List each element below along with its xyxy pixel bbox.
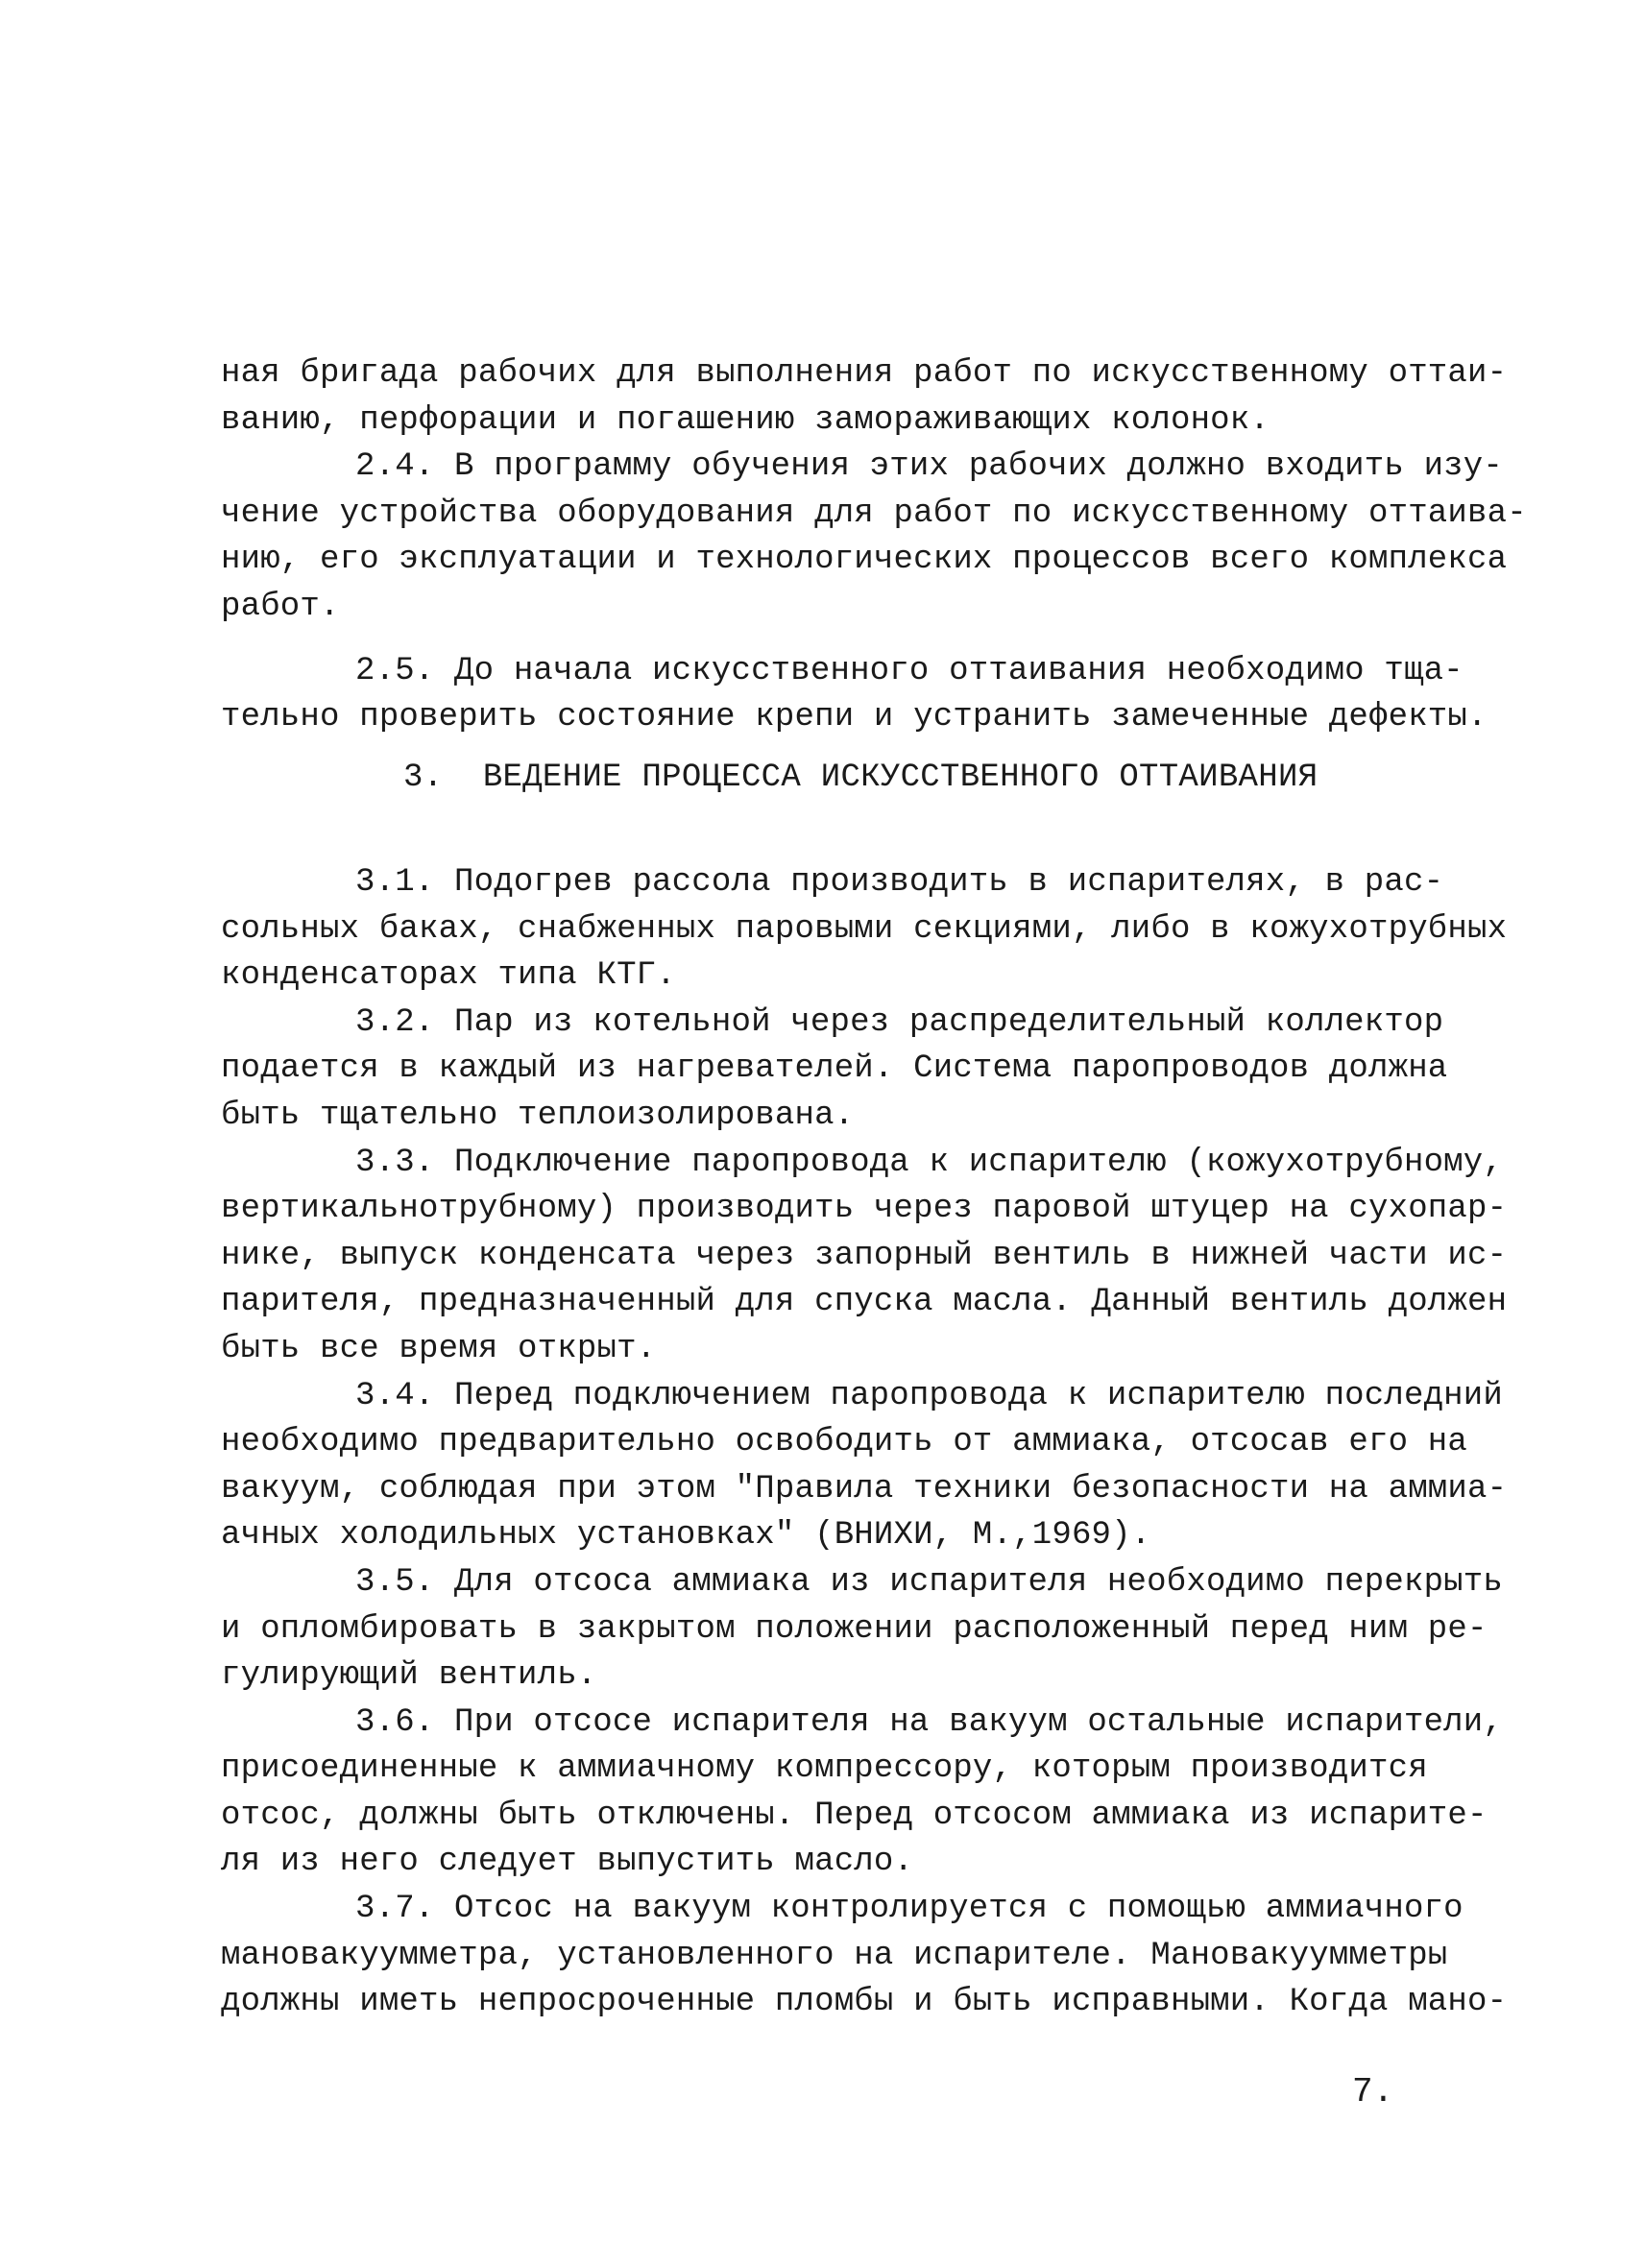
paragraph-2-4-line: нию, его эксплуатации и технологических процессов всего комплекса	[221, 542, 1508, 579]
paragraph-3-4-line: вакуум, соблюдая при этом "Правила техники безопасности на аммиа-	[221, 1470, 1508, 1508]
paragraph-2-4-line: 2.4. В программу обучения этих рабочих должно входить изу-	[355, 448, 1503, 486]
paragraph-3-4-line: ачных холодильных установках" (ВНИХИ, М.,1969).	[221, 1517, 1151, 1555]
paragraph-3-5-line: и опломбировать в закрытом положении расположенный перед ним ре-	[221, 1610, 1488, 1648]
paragraph-gap	[221, 631, 1440, 648]
paragraph-3-7-line: 3.7. Отсос на вакуум контролируется с помощью аммиачного	[355, 1891, 1464, 1928]
paragraph-3-3-line: вертикальнотрубному) производить через паровой штуцер на сухопар-	[221, 1191, 1508, 1228]
paragraph-3-4-line: 3.4. Перед подключением паропровода к испарителю последний	[355, 1377, 1503, 1414]
paragraph-3-2-line: 3.2. Пар из котельной через распределительный коллектор	[355, 1003, 1444, 1041]
paragraph-3-6-line: отсос, должны быть отключены. Перед отсосом аммиака из испарите-	[221, 1797, 1488, 1834]
paragraph-3-3-line: быть все время открыт.	[221, 1330, 657, 1367]
paragraph-3-3-line: нике, выпуск конденсата через запорный вентиль в нижней части ис-	[221, 1237, 1508, 1274]
paragraph-3-1-line: 3.1. Подогрев рассола производить в испарителях, в рас-	[355, 864, 1444, 901]
paragraph-3-6-line: 3.6. При отсосе испарителя на вакуум остальные испарители,	[355, 1703, 1503, 1741]
paragraph-2-4-line: работ.	[221, 588, 340, 625]
paragraph-3-5-line: 3.5. Для отсоса аммиака из испарителя необходимо перекрыть	[355, 1563, 1503, 1601]
text-block-top	[221, 350, 1527, 741]
paragraph-3-7-line: мановакуумметра, установленного на испарителе. Мановакуумметры	[221, 1937, 1448, 1974]
paragraph-3-6-line: ля из него следует выпустить масло.	[221, 1844, 914, 1881]
paragraph-3-7-line: должны иметь непросроченные пломбы и быть исправными. Когда мано-	[221, 1984, 1508, 2021]
paragraph-3-3-line: 3.3. Подключение паропровода к испарителю (кожухотрубному,	[355, 1144, 1503, 1181]
paragraph-3-2-line: быть тщательно теплоизолирована.	[221, 1097, 855, 1134]
paragraph-3-3-line: парителя, предназначенный для спуска масла. Данный вентиль должен	[221, 1284, 1508, 1321]
paragraph-2-5-line: тельно проверить состояние крепи и устранить замеченные дефекты.	[221, 699, 1488, 736]
paragraph-3-2-line: подается в каждый из нагревателей. Система паропроводов должна	[221, 1050, 1448, 1088]
paragraph-2-5-line: 2.5. До начала искусственного оттаивания необходимо тща-	[355, 652, 1464, 689]
section-3-body	[221, 859, 1508, 2026]
page-number: 7.	[1352, 2072, 1394, 2111]
text-line: ная бригада рабочих для выполнения работ по искусственному оттаи-	[221, 355, 1508, 392]
section-heading: 3. ВЕДЕНИЕ ПРОЦЕССА ИСКУССТВЕННОГО ОТТАИВАНИЯ	[403, 760, 1318, 796]
paragraph-3-4-line: необходимо предварительно освободить от аммиака, отсосав его на	[221, 1424, 1468, 1461]
paragraph-3-1-line: конденсаторах типа КТГ.	[221, 957, 676, 995]
text-line: ванию, перфорации и погашению замораживающих колонок.	[221, 401, 1270, 439]
paragraph-2-4-line: чение устройства оборудования для работ по искусственному оттаива-	[221, 495, 1527, 532]
paragraph-3-5-line: гулирующий вентиль.	[221, 1657, 597, 1695]
paragraph-3-1-line: сольных баках, снабженных паровыми секциями, либо в кожухотрубных	[221, 910, 1508, 948]
paragraph-3-6-line: присоединенные к аммиачному компрессору, которым производится	[221, 1750, 1428, 1788]
